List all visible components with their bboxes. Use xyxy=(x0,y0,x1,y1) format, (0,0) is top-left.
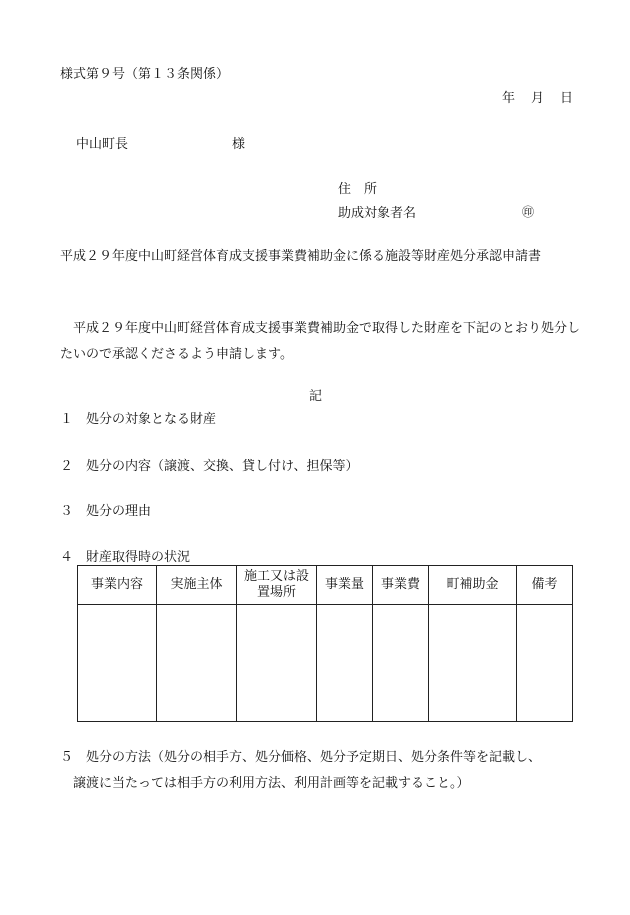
item-text: 財産取得時の状況 xyxy=(86,550,191,565)
item-number: ２ xyxy=(60,459,74,474)
list-item xyxy=(60,413,216,426)
date-month: 月 xyxy=(530,91,544,106)
item-text-continuation: 譲渡に当たっては相手方の利用方法、利用計画等を記載すること。） xyxy=(73,776,470,791)
applicant-address-label: 住 所 xyxy=(338,182,378,197)
item-number: ４ xyxy=(60,550,74,565)
table-cell[interactable] xyxy=(78,605,157,722)
list-item xyxy=(60,745,580,797)
item-text: 処分の対象となる財産 xyxy=(86,412,217,427)
table-cell[interactable] xyxy=(373,605,429,722)
date-day: 日 xyxy=(559,91,573,106)
table-header-cell: 備考 xyxy=(517,566,573,605)
table-cell[interactable] xyxy=(429,605,517,722)
table-row xyxy=(78,605,573,722)
item-number: １ xyxy=(60,412,74,427)
item-text: 処分の方法（処分の相手方、処分価格、処分予定期日、処分条件等を記載し、 xyxy=(86,750,542,765)
body-paragraph: 平成２９年度中山町経営体育成支援事業費補助金で取得した財産を下記のとおり処分したいので承認くださるよう申請します。 xyxy=(60,321,581,362)
table-header-cell: 事業内容 xyxy=(78,566,157,605)
asset-acquisition-table xyxy=(77,565,573,722)
addressee-honorific: 様 xyxy=(232,137,246,152)
table-cell[interactable] xyxy=(237,605,317,722)
item-text: 処分の理由 xyxy=(86,504,152,519)
addressee-name: 中山町長 xyxy=(76,137,129,152)
list-item xyxy=(60,505,151,518)
table-header-cell: 事業量 xyxy=(317,566,373,605)
form-number: 様式第９号（第１３条関係） xyxy=(60,67,230,82)
item-text: 処分の内容（譲渡、交換、貸し付け、担保等） xyxy=(86,459,359,474)
list-item xyxy=(60,460,358,473)
list-item xyxy=(60,551,190,564)
item-number: ５ xyxy=(60,750,74,765)
seal-mark: ㊞ xyxy=(522,205,535,219)
table-cell[interactable] xyxy=(317,605,373,722)
ki-heading: 記 xyxy=(309,389,323,404)
table-cell[interactable] xyxy=(157,605,237,722)
table-header-cell: 実施主体 xyxy=(157,566,237,605)
item-number: ３ xyxy=(60,504,74,519)
document-title: 平成２９年度中山町経営体育成支援事業費補助金に係る施設等財産処分承認申請書 xyxy=(60,249,542,264)
table-header-row xyxy=(78,566,573,605)
date-line xyxy=(502,92,573,105)
table-header-cell: 町補助金 xyxy=(429,566,517,605)
applicant-name-label: 助成対象者名 xyxy=(338,206,417,221)
date-year: 年 xyxy=(501,91,515,106)
table-header-cell: 事業費 xyxy=(373,566,429,605)
table-header-cell: 施工又は設置場所 xyxy=(237,566,317,605)
table-cell[interactable] xyxy=(517,605,573,722)
